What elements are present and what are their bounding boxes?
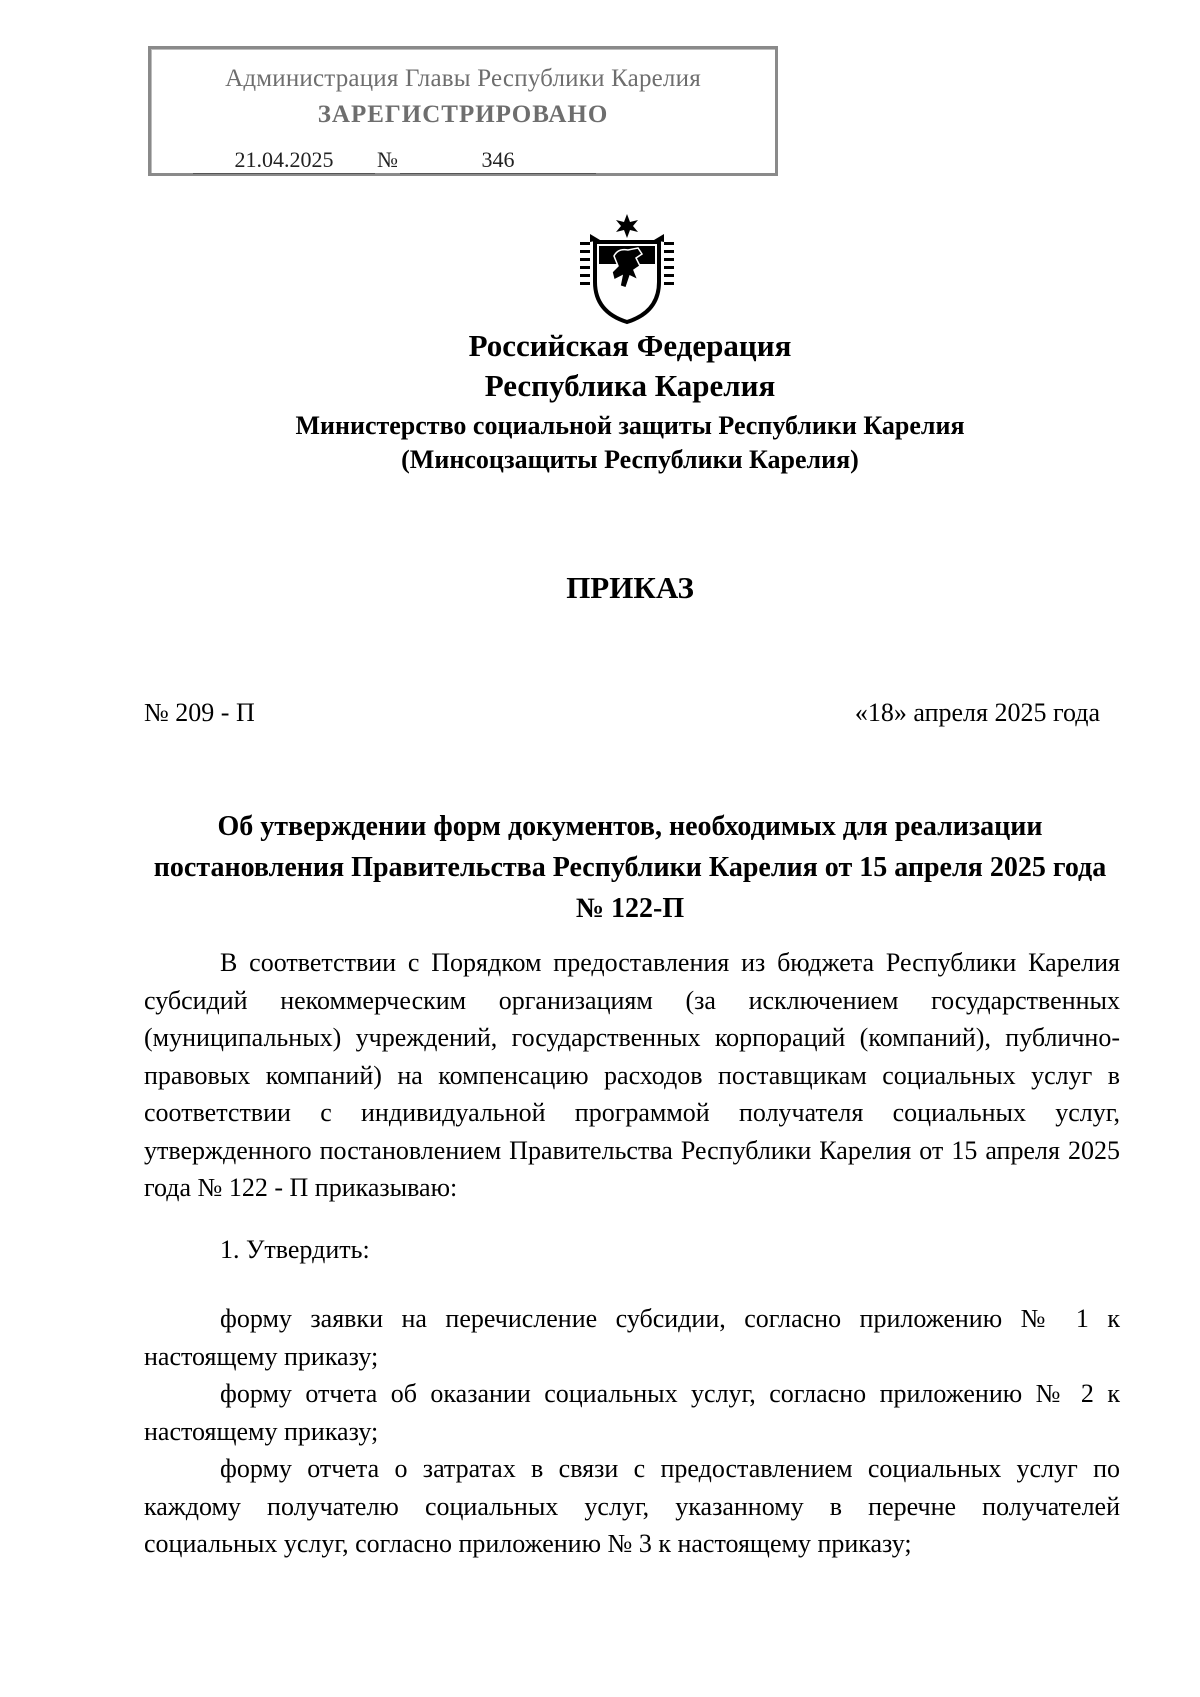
item-1: 1. Утвердить: — [220, 1235, 370, 1264]
order-number: № 209 - П — [144, 698, 255, 727]
stamp-registration-row — [193, 147, 596, 174]
form-2-paragraph: форму отчета об оказании социальных услуг, согласно приложению № 2 к настоящему приказу; — [144, 1379, 1120, 1446]
stamp-date: 21.04.2025 — [193, 149, 375, 174]
order-date: «18» апреля 2025 года — [854, 698, 1100, 727]
stamp-organization: Администрация Главы Республики Карелия — [225, 65, 701, 92]
header-republic: Республика Карелия — [484, 368, 776, 403]
stamp-number: 346 — [400, 149, 596, 174]
document-title: Об утверждении форм документов, необходимых для реализации постановления Правительства Республики Карелия от 15 апреля 2025 года № 122-П — [153, 811, 1107, 924]
header-ministry-short: (Минсоцзащиты Республики Карелия) — [401, 445, 859, 474]
coat-of-arms-icon — [578, 212, 676, 326]
stamp-number-label: № — [377, 147, 398, 172]
registration-stamp — [148, 46, 778, 176]
header-ministry: Министерство социальной защиты Республики Карелия — [295, 411, 965, 440]
stamp-status: ЗАРЕГИСТРИРОВАНО — [317, 101, 609, 128]
form-3-paragraph: форму отчета о затратах в связи с предоставлением социальных услуг по каждому получателю социальных услуг, указанному в перечне получателей социальных услуг, согласно приложению № 3 к настоящему приказу; — [144, 1454, 1120, 1558]
header-country: Российская Федерация — [468, 328, 792, 363]
document-type: ПРИКАЗ — [566, 570, 694, 605]
preamble-paragraph: В соответствии с Порядком предоставления из бюджета Республики Карелия субсидий некоммерческим организациям (за исключением государственных (муниципальных) учреждений, государственных корпораций (компаний), публично-правовых компаний) на компенсацию расходов поставщикам социальных услуг в соответствии с индивидуальной программой получателя социальных услуг, утвержденного постановлением Правительства Республики Карелия от 15 апреля 2025 года № 122 - П приказываю: — [144, 948, 1120, 1202]
form-1-paragraph: форму заявки на перечисление субсидии, согласно приложению № 1 к настоящему приказу; — [144, 1304, 1120, 1371]
